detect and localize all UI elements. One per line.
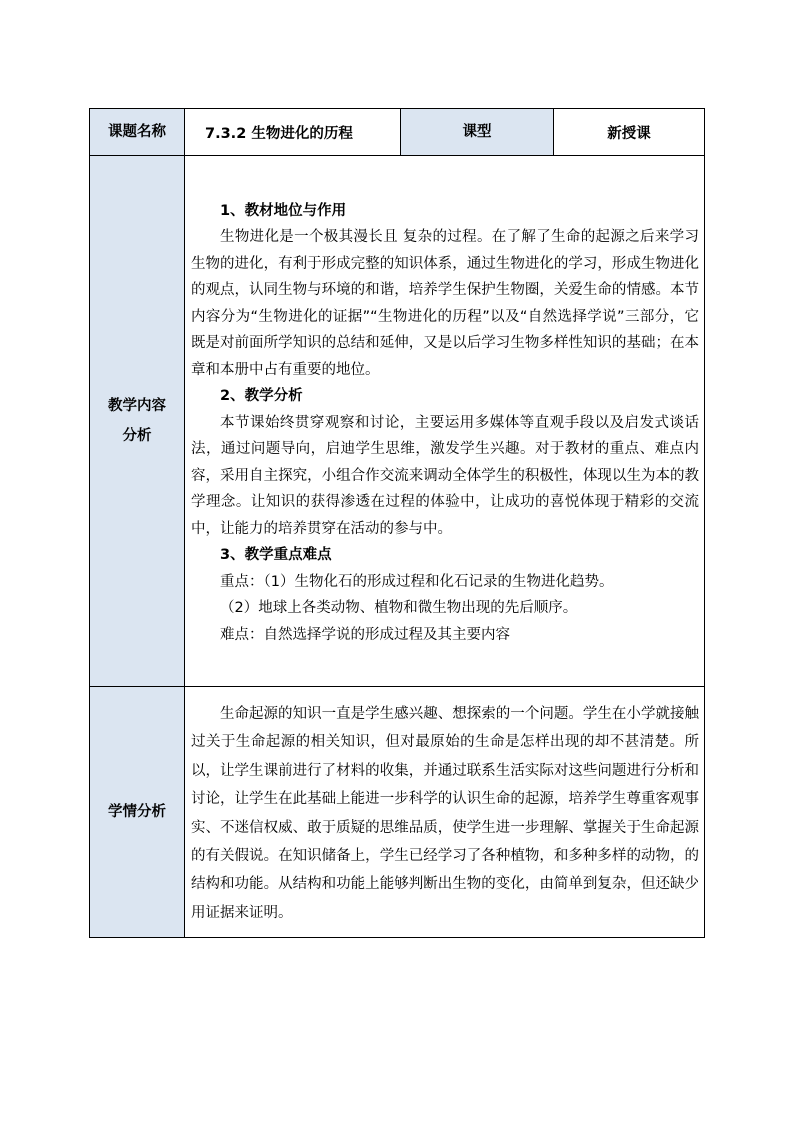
student-analysis-text: 生命起源的知识一直是学生感兴趣、想探索的一个问题。学生在小学就接触过关于生命起源的相关知识，但对最原始的生命是怎样出现的却不甚清楚。所以，让学生课前进行了材料的收集，并通过联系生活实际对这些问题进行分析和讨论，让学生在此基础上能进一步科学的认识生命的起源，培养学生尊重客观事实、不迷信权威、敢于质疑的思维品质，使学生进一步理解、掌握关于生命起源的有关假说。在知识储备上，学生已经学习了各种植物，和多种多样的动物，的结构和功能。从结构和功能上能够判断出生物的变化，由简单到复杂，但还缺少用证据来证明。 xyxy=(191,705,699,921)
content-analysis-label-line1: 教学内容 xyxy=(108,398,166,414)
content-analysis-label-line2: 分析 xyxy=(122,428,152,444)
lesson-plan-table xyxy=(89,108,705,938)
type-label: 课型 xyxy=(401,109,554,156)
section1-text: 生物进化是一个极其漫长且 复杂的过程。在了解了生命的起源之后来学习生物的进化，有利于形成完整的知识体系，通过生物进化的学习，形成生物进化的观点，认同生物与环境的和谐，培养学生保护生物圈，关爱生命的情感。本节内容分为“生物进化的证据”“生物进化的历程”以及“自然选择学说”三部分，它既是对前面所学知识的总结和延伸，又是以后学习生物多样性知识的基础；在本章和本册中占有重要的地位。 xyxy=(191,229,699,378)
section2-title: 2、教学分析 xyxy=(220,388,303,405)
header-row xyxy=(90,109,705,156)
key-point-2: （2）地球上各类动物、植物和微生物出现的先后顺序。 xyxy=(220,600,578,617)
student-analysis-row xyxy=(90,687,705,938)
section1-title: 1、教材地位与作用 xyxy=(220,202,347,219)
key-point-1: 重点：（1）生物化石的形成过程和化石记录的生物进化趋势。 xyxy=(220,573,614,590)
section3-title: 3、教学重点难点 xyxy=(220,547,332,564)
type-value: 新授课 xyxy=(554,109,705,156)
content-analysis-label xyxy=(90,156,185,687)
difficulty: 难点：自然选择学说的形成过程及其主要内容 xyxy=(220,626,510,643)
topic-label: 课题名称 xyxy=(90,109,185,156)
topic-value: 7.3.2 生物进化的历程 xyxy=(185,109,401,156)
content-analysis-row xyxy=(90,156,705,687)
student-analysis-label: 学情分析 xyxy=(90,687,185,938)
student-analysis-body xyxy=(185,687,705,938)
section2-text: 本节课始终贯穿观察和讨论，主要运用多媒体等直观手段以及启发式谈话法，通过问题导向，启迪学生思维，激发学生兴趣。对于教材的重点、难点内容，采用自主探究，小组合作交流来调动全体学生的积极性，体现以生为本的教学理念。让知识的获得渗透在过程的体验中，让成功的喜悦体现于精彩的交流中，让能力的培养贯穿在活动的参与中。 xyxy=(191,414,699,537)
content-analysis-body xyxy=(185,156,705,687)
